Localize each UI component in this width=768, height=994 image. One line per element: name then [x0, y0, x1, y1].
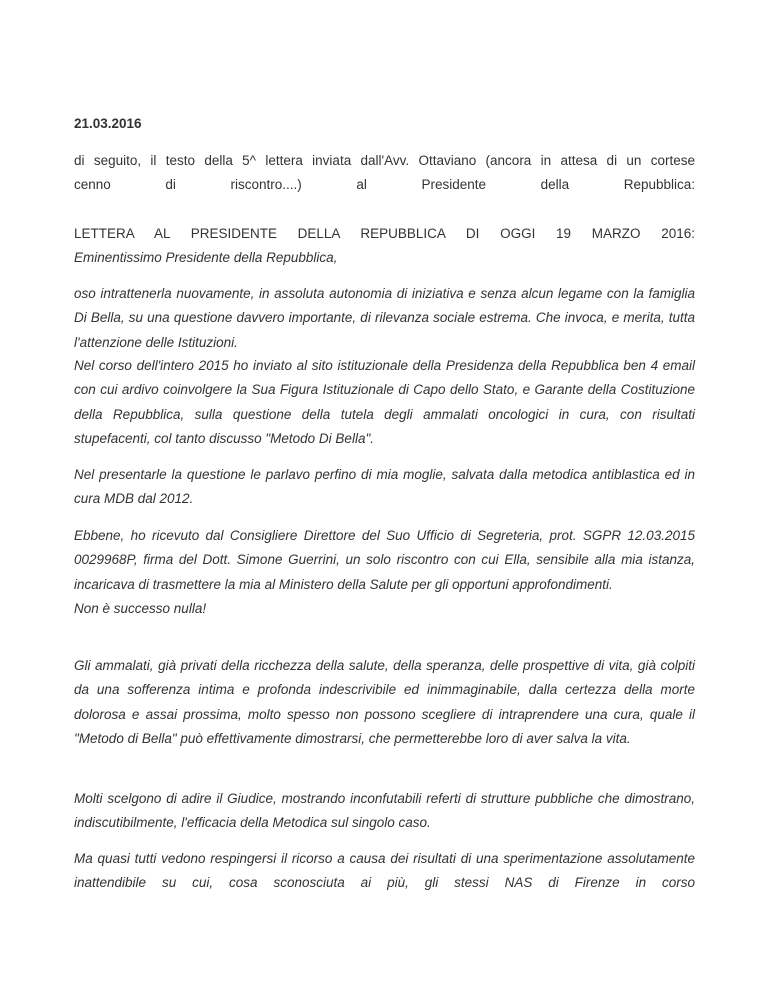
intro-paragraph [74, 149, 695, 198]
body-paragraph-3: Nel presentarle la questione le parlavo perfino di mia moglie, salvata dalla metodica antiblastica ed in cura MDB dal 2012. [74, 467, 695, 507]
document-date: 21.03.2016 [74, 116, 142, 131]
letter-heading [74, 222, 695, 271]
body-paragraph-4-exclamation: Non è successo nulla! [74, 601, 207, 617]
body-paragraph-7: Ma quasi tutti vedono respingersi il ricorso a causa dei risultati di una sperimentazione assolutamente inattendibile su cui, cosa sconosciuta ai più, gli stessi NAS di Firenze in corso [74, 851, 695, 891]
body-paragraph-2: Nel corso dell'intero 2015 ho inviato al sito istituzionale della Presidenza della Repubblica ben 4 email con cui ardivo coinvolgere la Sua Figura Istituzionale di Capo dello Stato, e Garante della Costituzione della Repubblica, sulla questione della tutela degli ammalati oncologici in cura, con risultati stupefacenti, col tanto discusso "Metodo Di Bella". [74, 358, 695, 447]
intro-line-1: di seguito, il testo della 5^ lettera inviata dall'Avv. Ottaviano (ancora in attesa di un cortese [74, 153, 695, 168]
body-paragraph-5: Gli ammalati, già privati della ricchezza della salute, della speranza, delle prospettive di vita, già colpiti da una sofferenza intima e profonda indescrivibile ed inimmaginabile, dalla certezza della morte dolorosa e assai prossima, molto spesso non possono scegliere di intraprendere una cura, quale il "Metodo di Bella" può effettivamente dimostrarsi, che permetterebbe loro di aver salva la vita. [74, 658, 695, 747]
letter-salutation: Eminentissimo Presidente della Repubblica, [74, 250, 338, 266]
intro-line-2: cenno di riscontro....) al Presidente della Repubblica: [74, 177, 695, 193]
body-paragraph-1: oso intrattenerla nuovamente, in assoluta autonomia di iniziativa e senza alcun legame con la famiglia Di Bella, su una questione davvero importante, di rilevanza sociale estrema. Che invoca, e merita, tutta l'attenzione delle Istituzioni. [74, 286, 695, 350]
body-paragraph-4-text: Ebbene, ho ricevuto dal Consigliere Direttore del Suo Ufficio di Segreteria, prot. SGPR 12.03.2015 0029968P, firma del Dott. Simone Guerrini, un solo riscontro con cui Ella, sensibile alla mia istanza, incaricava di trasmettere la mia al Ministero della Salute per gli opportuni approfondimenti. [74, 528, 695, 592]
letter-heading-title: LETTERA AL PRESIDENTE DELLA REPUBBLICA DI OGGI 19 MARZO 2016: [74, 226, 695, 241]
body-paragraph-4 [74, 524, 695, 622]
body-paragraph-6: Molti scelgono di adire il Giudice, mostrando inconfutabili referti di strutture pubbliche che dimostrano, indiscutibilmente, l'efficacia della Metodica sul singolo caso. [74, 791, 695, 831]
